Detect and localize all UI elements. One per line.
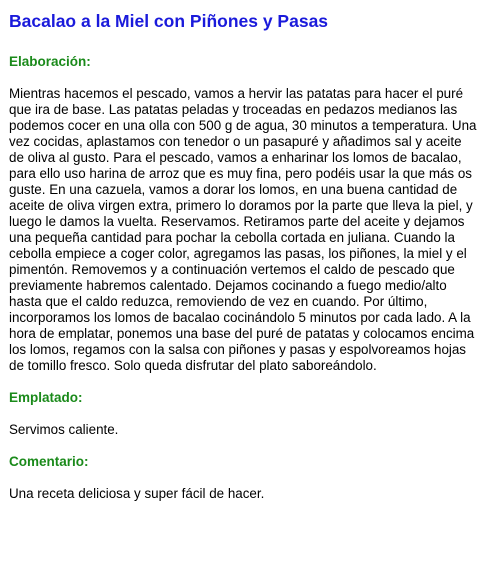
comentario-heading: Comentario: — [9, 454, 89, 469]
comentario-text: Una receta deliciosa y super fácil de hacer. — [9, 486, 265, 501]
recipe-title: Bacalao a la Miel con Piñones y Pasas — [9, 11, 329, 31]
elaboracion-heading: Elaboración: — [9, 54, 91, 69]
emplatado-text: Servimos caliente. — [9, 422, 119, 437]
elaboracion-text: Mientras hacemos el pescado, vamos a hervir las patatas para hacer el puré que ira de base. Las patatas peladas y troceadas en pedazos medianos las podemos cocer en una olla con 500 g de agua, 30 minutos a temperatura. Una vez cocidas, aplastamos con tenedor o un pasapuré y añadimos sal y aceite de oliva al gusto. Para el pescado, vamos a enharinar los lomos de bacalao, para ello uso harina de arroz que es muy fina, pero podéis usar la que más os guste. En una cazuela, vamos a dorar los lomos, en una buena cantidad de aceite de oliva virgen extra, primero lo doramos por la parte que lleva la piel, y luego le damos la vuelta. Reservamos. Retiramos parte del aceite y dejamos una pequeña cantidad para pochar la cebolla cortada en juliana. Cuando la cebolla empiece a coger color, agregamos las pasas, los piñones, la miel y el pimentón. Removemos y a continuación vertemos el caldo de pescado que previamente habremos calentado. Dejamos cocinando a fuego medio/alto hasta que el caldo reduzca, removiendo de vez en cuando. Por último, incorporamos los lomos de bacalao cocinándolo 5 minutos por cada lado. A la hora de emplatar, ponemos una base del puré de patatas y colocamos encima los lomos, regamos con la salsa con piñones y pasas y espolvoreamos hojas de tomillo fresco. Solo queda disfrutar del plato saboreándolo. — [9, 86, 477, 373]
emplatado-heading: Emplatado: — [9, 390, 83, 405]
